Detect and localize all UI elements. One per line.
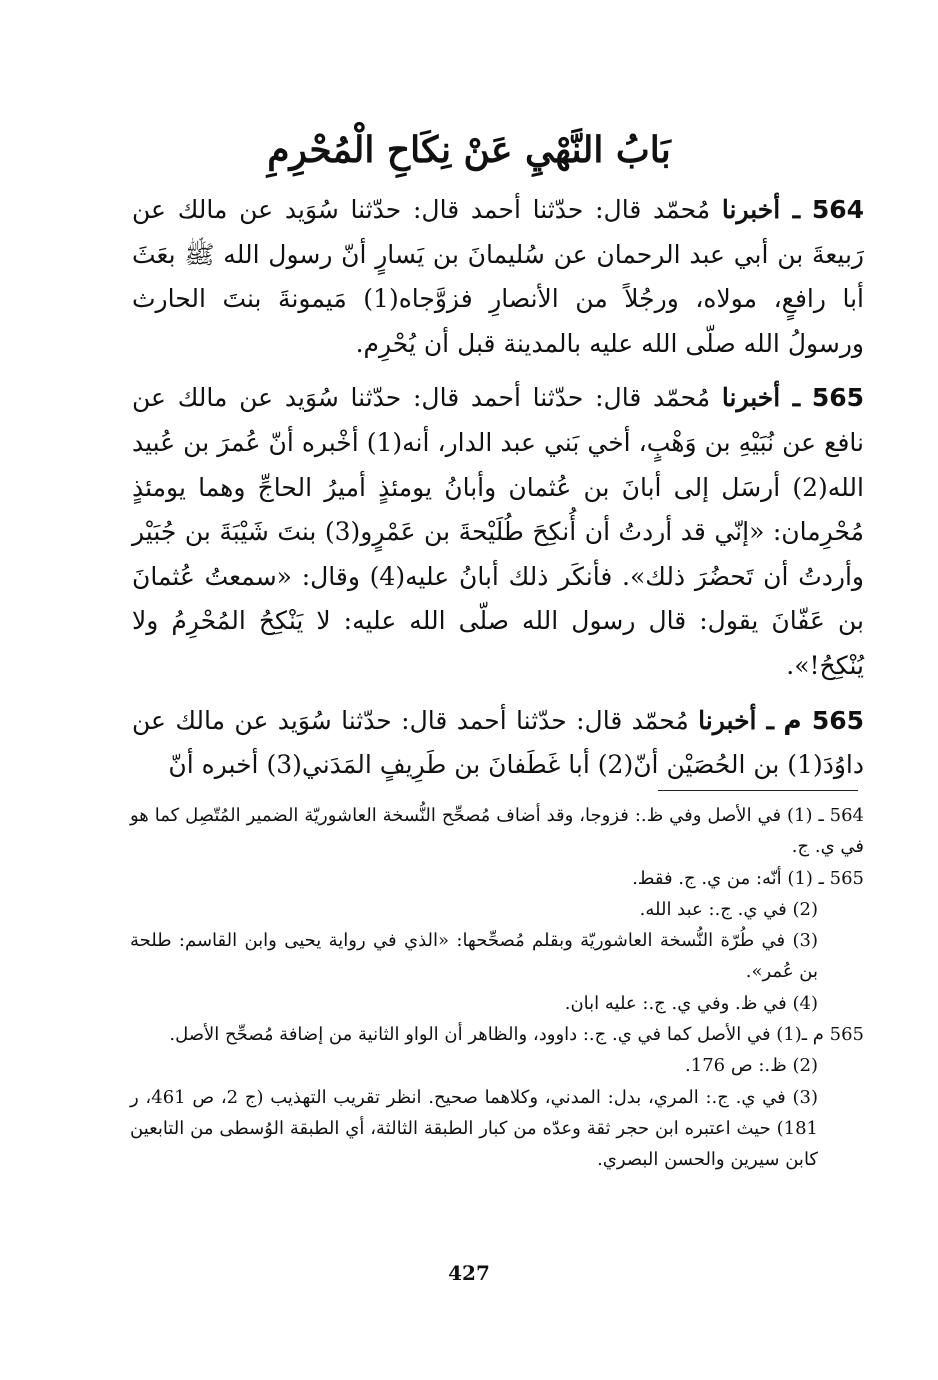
hadith-565 [132,376,864,688]
hadith-number: 564 [811,195,864,224]
hadith-number: 565 [811,383,864,413]
main-text [132,188,864,798]
hadith-text: مُحمّد قال: حدّثنا أحمد قال: حدّثنا سُوَيد عن مالك عن داوُدَ(1) بن الحُصَيْن أنّ(2) أبا غَطَفانَ بن طَرِيفٍ المَدَني(3) أخبره أنّ [132,705,864,780]
footnote: (4) في ظ. وفي ي. ج.: عليه ابان. [564,992,818,1014]
footnote: (2) في ي. ج.: عبد الله. [639,898,818,920]
footnote: 565 ـ (1) أنّه: من ي. ج. فقط. [632,867,864,889]
hadith-564 [132,188,864,366]
hadith-lead: ـ أخبرنا [721,195,801,224]
hadith-text: مُحمّد قال: حدّثنا أحمد قال: حدّثنا سُوَيد عن مالك عن نافع عن نُبَيْهِ بن وَهْبٍ، أخي بَني عبد الدار، أنه(1) أخْبره أنّ عُمرَ بن عُبيد الله(2) أرسَل إلى أبانَ بن عُثمان وأبانُ يومئذٍ أميرُ الحاجِّ وهما يومئذٍ مُحْرِمان: «إنّي قد أردتُ أن أُنكِحَ طُلَيْحةَ بن عَمْرٍو(3) بنتَ شَيْبَةَ بن جُبَيْر وأردتُ أن تَحضُرَ ذلك». فأنكَر ذلك أبانُ عليه(4) وقال: «سمعتُ عُثمانَ بن عَفّانَ يقول: قال رسول الله صلّى الله عليه: لا يَنْكِحُ المُحْرِمُ ولا يُنْكِحُ!». [132,383,864,680]
footnote: 565 م ـ(1) في الأصل كما في ي. ج.: داوود، والظاهر أن الواو الثانية من إضافة مُصحِّح الأصل. [169,1024,864,1046]
hadith-lead: ـ أخبرنا [698,705,774,735]
footnote: (2) ظ.: ص 176. [685,1055,818,1077]
footnote-separator [658,790,858,791]
chapter-title: بَابُ النَّهْيِ عَنْ نِكَاحِ الْمُحْرِمِ [267,129,671,171]
footnotes [130,800,864,1176]
hadith-lead: ـ أخبرنا [721,383,801,413]
hadith-565m [132,699,864,788]
hadith-number: 565 م [783,705,864,735]
page-number: 427 [448,1261,490,1285]
hadith-text: مُحمّد قال: حدّثنا أحمد قال: حدّثنا سُوَيد عن مالك عن رَبيعةَ بن أبي عبد الرحمان عن سُليمانَ بن يَسارٍ أنّ رسول الله ﷺ بعَثَ أبا رافعٍ، مولاه، ورجُلاً من الأنصارِ فزوَّجاه(1) مَيمونةَ بنتَ الحارث ورسولُ الله صلّى الله عليه بالمدينة قبل أن يُحْرِم. [132,195,864,358]
footnote: (3) في ي. ج.: المري، بدل: المدني، وكلاهما صحيح. انظر تقريب التهذيب (ج 2، ص 461، ر 181) حيث اعتبره ابن حجر ثقة وعدّه من كبار الطبقة الثالثة، أي الطبقة الوُسطى من التابعين كابن سيرين والحسن البصري. [130,1086,818,1171]
footnote: (3) في طُرّة النُّسخة العاشوريّة وبقلم مُصحِّحها: «الذي في رواية يحيى وابن القاسم: طلحة بن عُمر». [130,930,818,983]
footnote: 564 ـ (1) في الأصل وفي ظ.: فزوجا، وقد أضاف مُصحِّح النُّسخة العاشوريّة الضمير المُتّصِل كما هو في ي. ج. [130,805,864,858]
